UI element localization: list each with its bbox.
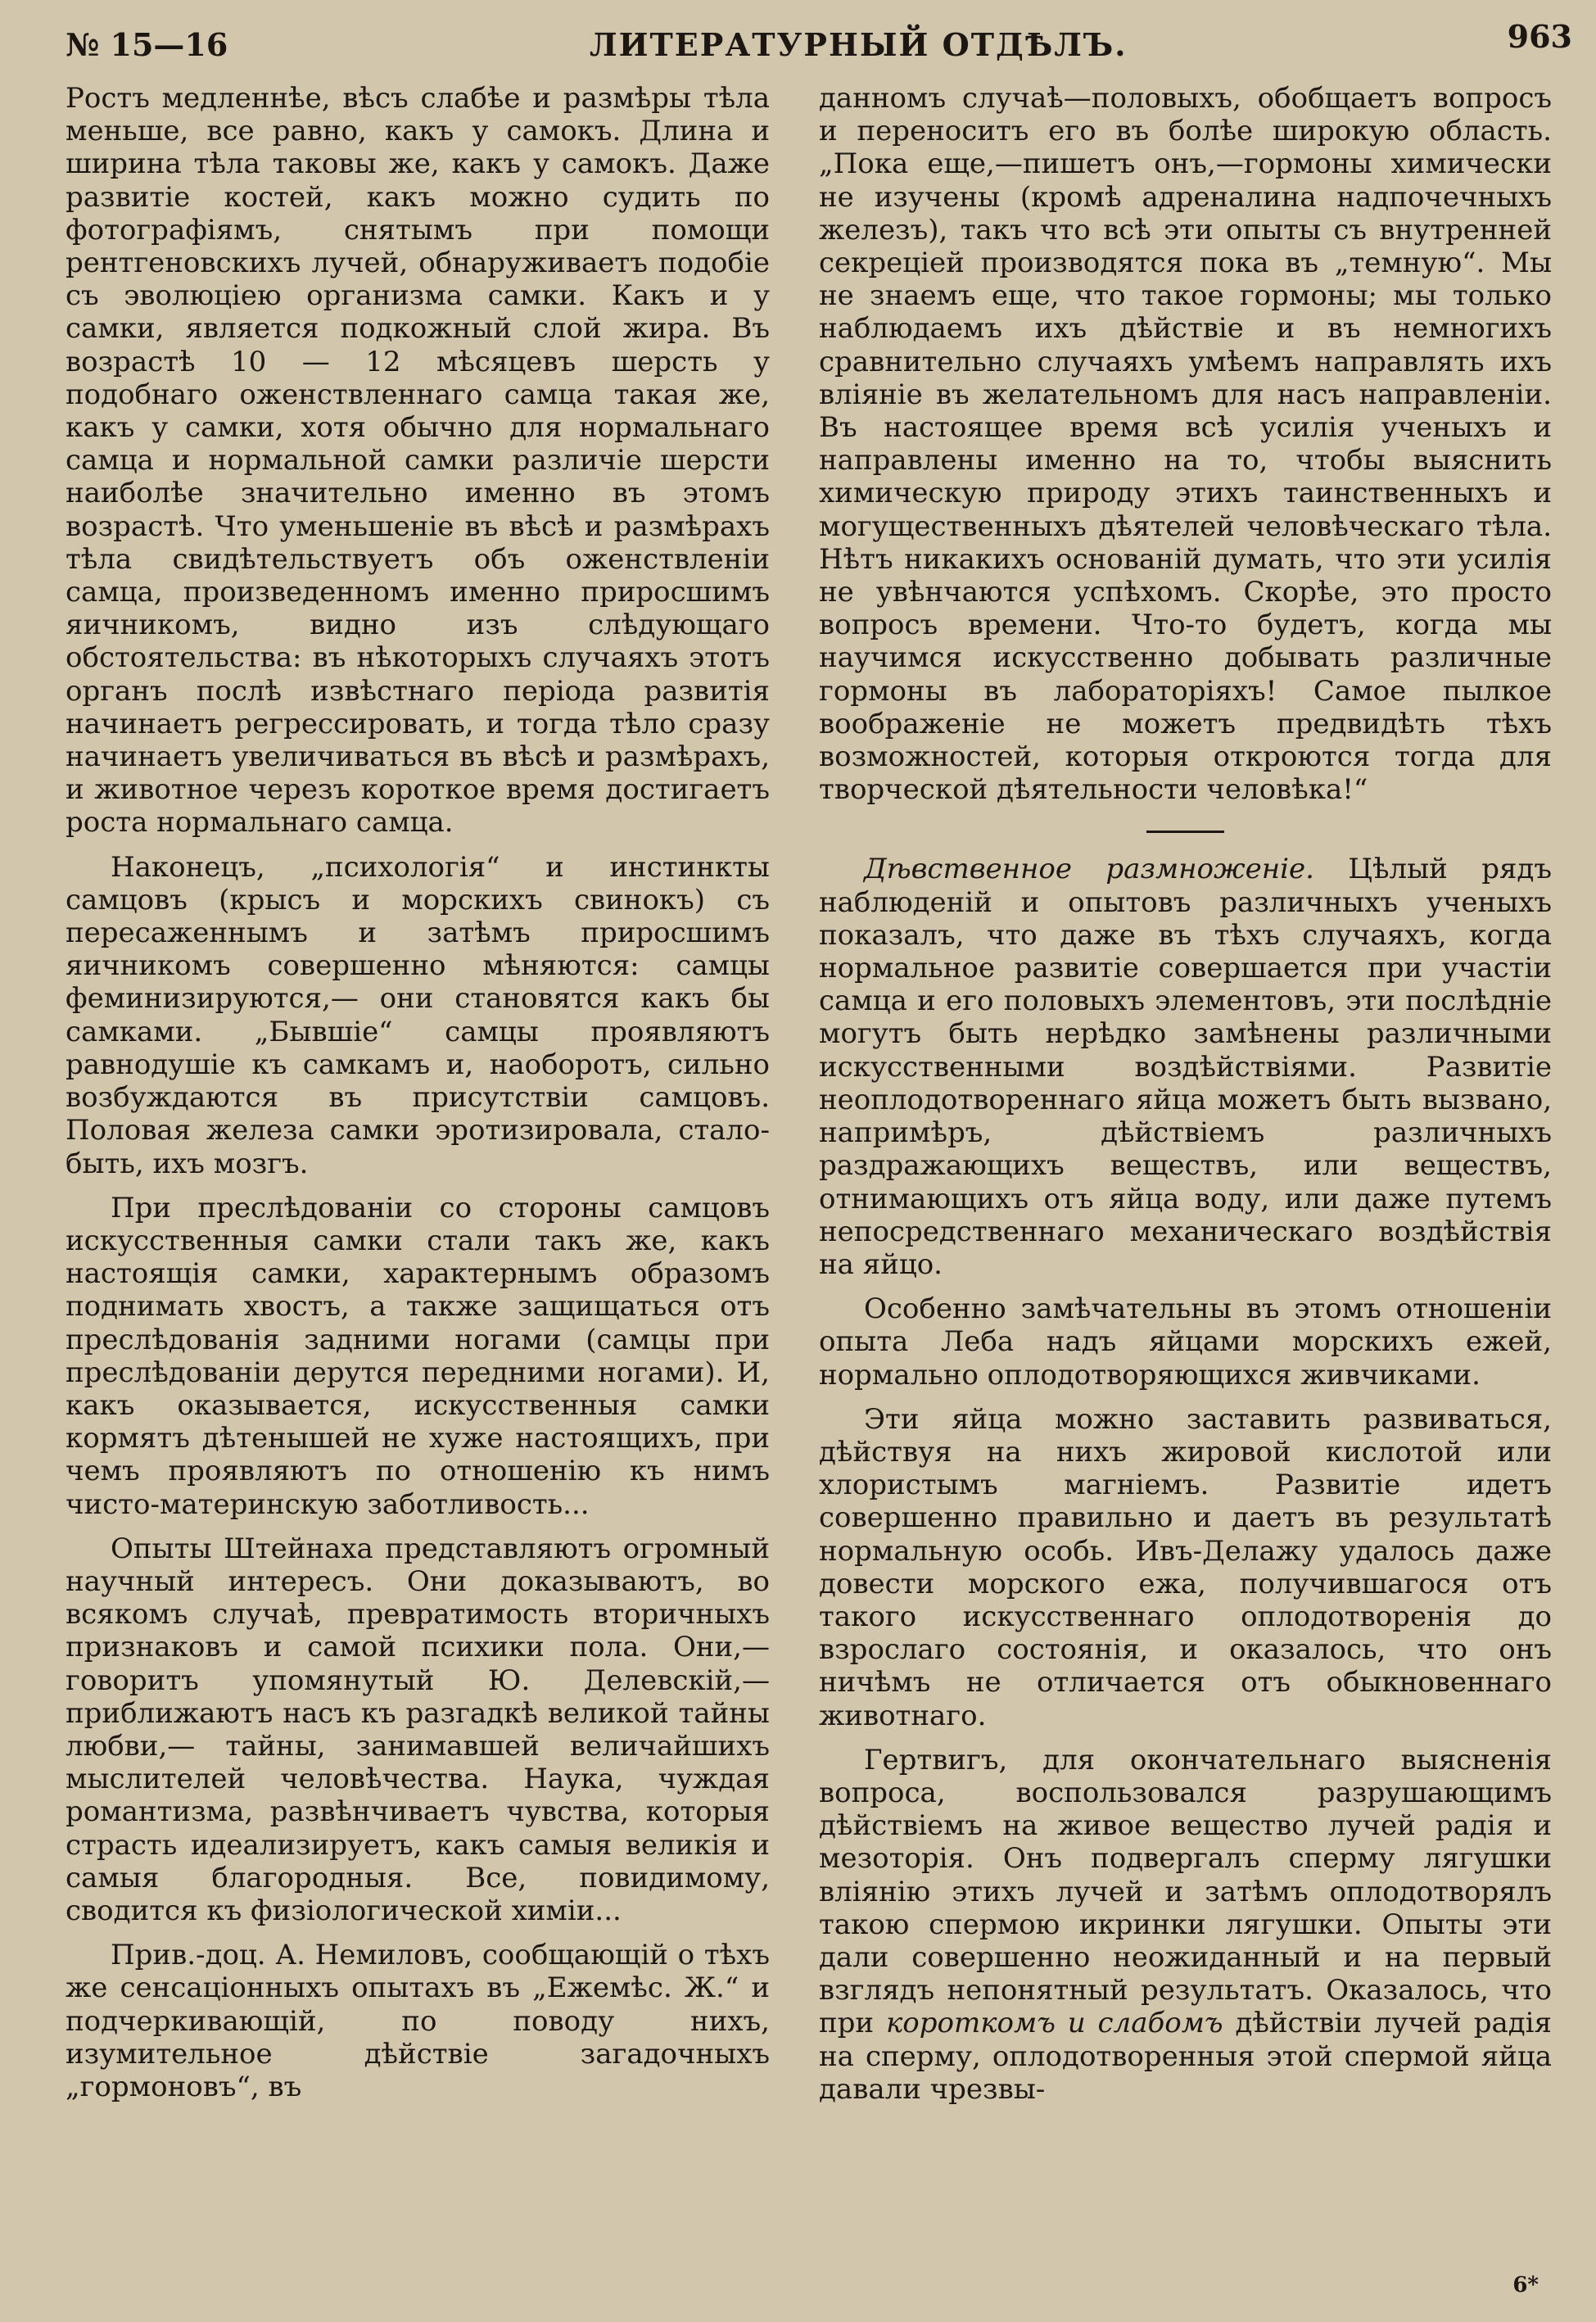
section-title: ЛИТЕРАТУРНЫЙ ОТДѢЛЪ. (590, 26, 1128, 63)
paragraph: Наконецъ, „психологія“ и инстинкты самцовъ (крысъ и морскихъ свинокъ) съ пересаженнымъ и затѣмъ приросшимъ яичникомъ совершенно мѣняются: самцы феминизируются,— они становятся какъ бы самками. „Бывшіе“ самцы проявляютъ равнодушіе къ самкамъ и, наоборотъ, сильно возбуждаются въ присутствіи самцовъ. Половая железа самки эротизировала, стало-быть, ихъ мозгъ. (66, 850, 770, 1180)
emphasis-text: короткомъ и слабомъ (885, 2007, 1223, 2040)
paragraph: Эти яйца можно заставить развиваться, дѣйствуя на нихъ жировой кислотой или хлористымъ магніемъ. Развитіе идетъ совершенно правильно и даетъ въ результатѣ нормальную особь. Ивъ-Делажу удалось даже довести морского ежа, получившагося отъ такого искусственнаго оплодотворенія до взрослаго состоянія, и оказалось, что онъ ничѣмъ не отличается отъ обыкновеннаго животнаго. (819, 1402, 1552, 1732)
issue-number: № 15—16 (66, 26, 228, 63)
paragraph (819, 853, 1552, 1281)
printer-signature: 6* (1512, 2273, 1539, 2297)
right-column (819, 82, 1552, 2106)
left-column (66, 82, 770, 2103)
section-divider (1146, 831, 1224, 833)
paragraph (819, 1744, 1552, 2106)
paragraph: При преслѣдованіи со стороны самцовъ искусственныя самки стали такъ же, какъ настоящія самки, характернымъ образомъ поднимать хвостъ, а также защищаться отъ преслѣдованія задними ногами (самцы при преслѣдованіи дерутся передними ногами). И, какъ оказывается, искусственныя самки кормятъ дѣтенышей не хуже настоящихъ, при чемъ проявляютъ по отношенію къ нимъ чисто-материнскую заботливость... (66, 1191, 770, 1521)
page-number: 963 (1507, 18, 1572, 55)
paragraph: данномъ случаѣ—половыхъ, обобщаетъ вопросъ и переноситъ его въ болѣе широкую область. „Пока еще,—пишетъ онъ,—гормоны химически не изучены (кромѣ адреналина надпочечныхъ железъ), такъ что всѣ эти опыты съ внутренней секреціей производятся пока въ „темную“. Мы не знаемъ еще, что такое гормоны; мы только наблюдаемъ ихъ дѣйствіе и въ немногихъ сравнительно случаяхъ умѣемъ направлять ихъ вліяніе въ желательномъ для насъ направленіи. Въ настоящее время всѣ усилія ученыхъ и направлены именно на то, чтобы выяснить химическую природу этихъ таинственныхъ и могущественныхъ дѣятелей человѣческаго тѣла. Нѣтъ никакихъ основаній думать, что эти усилія не увѣнчаются успѣхомъ. Скорѣе, это просто вопросъ времени. Что-то будетъ, когда мы научимся искусственно добывать различные гормоны въ лабораторіяхъ! Самое пылкое воображеніе не можетъ предвидѣть тѣхъ возможностей, которыя откроются тогда для творческой дѣятельности человѣка!“ (819, 82, 1552, 807)
paragraph: Опыты Штейнаха представляютъ огромный научный интересъ. Они доказываютъ, во всякомъ случаѣ, превратимость вторичныхъ признаковъ и самой психики пола. Они,—говоритъ упомянутый Ю. Делевскій,—приближаютъ насъ къ разгадкѣ великой тайны любви,— тайны, занимавшей величайшихъ мыслителей человѣчества. Наука, чуждая романтизма, развѣнчиваетъ чувства, которыя страсть идеализируетъ, какъ самыя великія и самыя благородныя. Все, повидимому, сводится къ физіологической химіи... (66, 1532, 770, 1927)
paragraph: Прив.-доц. А. Немиловъ, сообщающій о тѣхъ же сенсаціонныхъ опытахъ въ „Ежемѣс. Ж.“ и подчеркивающій, по поводу нихъ, изумительное дѣйствіе загадочныхъ „гормоновъ“, въ (66, 1939, 770, 2103)
paragraph: Особенно замѣчательны въ этомъ отношеніи опыта Леба надъ яйцами морскихъ ежей, нормально оплодотворяющихся живчиками. (819, 1292, 1552, 1392)
paragraph-text: Гертвигъ, для окончательнаго выясненія вопроса, воспользовался разрушающимъ дѣйствіемъ на живое вещество лучей радія и мезоторія. Онъ подвергалъ сперму лягушки вліянію этихъ лучей и затѣмъ оплодотворялъ такою спермою икринки лягушки. Опыты эти дали совершенно неожиданный и на первый взглядъ непонятный результатъ. Оказалось, что при (819, 1743, 1552, 2040)
running-header (66, 18, 1572, 69)
paragraph-text: дѣйствіи лучей радія на сперму, оплодотворенныя этой спермой яйца давали чрезвы- (819, 2007, 1552, 2106)
paragraph-text: Цѣлый рядъ наблюденій и опытовъ различныхъ ученыхъ показалъ, что даже въ тѣхъ случаяхъ, когда нормальное развитіе совершается при участіи самца и его половыхъ элементовъ, эти послѣдніе могутъ быть нерѣдко замѣнены различными искусственными воздѣйствіями. Развитіе неоплодотвореннаго яйца можетъ быть вызвано, напримѣръ, дѣйствіемъ различныхъ раздражающихъ веществъ, или веществъ, отнимающихъ отъ яйца воду, или даже путемъ непосредственнаго механическаго воздѣйствія на яйцо. (819, 853, 1552, 1281)
paragraph: Ростъ медленнѣе, вѣсъ слабѣе и размѣры тѣла меньше, все равно, какъ у самокъ. Длина и ширина тѣла таковы же, какъ у самокъ. Даже развитіе костей, какъ можно судить по фотографіямъ, снятымъ при помощи рентгеновскихъ лучей, обнаруживаетъ подобіе съ эволюціею организма самки. Какъ и у самки, является подкожный слой жира. Въ возрастѣ 10 — 12 мѣсяцевъ шерсть у подобнаго оженствленнаго самца такая же, какъ у самки, хотя обычно для нормальнаго самца и нормальной самки различіе шерсти наиболѣе значительно именно въ этомъ возрастѣ. Что уменьшеніе въ вѣсѣ и размѣрахъ тѣла свидѣтельствуетъ объ оженствленіи самца, произведенномъ именно приросшимъ яичникомъ, видно изъ слѣдующаго обстоятельства: въ нѣкоторыхъ случаяхъ этотъ органъ послѣ извѣстнаго періода развитія начинаетъ регрессировать, и тогда тѣло сразу начинаетъ увеличиваться въ вѣсѣ и размѣрахъ, и животное черезъ короткое время достигаетъ роста нормальнаго самца. (66, 82, 770, 840)
section-heading: Дѣвственное размноженіе. (864, 853, 1314, 886)
